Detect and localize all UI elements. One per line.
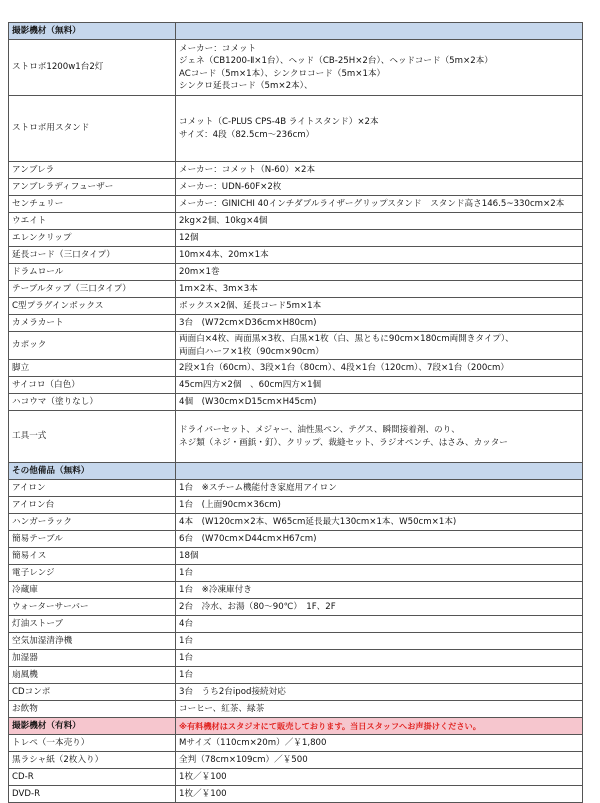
table-row	[9, 548, 583, 565]
section-header-row	[9, 718, 583, 735]
detail-line: 1台 ※冷凍庫付き	[179, 584, 252, 595]
item-name-cell: CD-R	[9, 769, 176, 786]
item-name-cell: アンブレラディフューザー	[9, 179, 176, 196]
item-name-cell: CDコンポ	[9, 684, 176, 701]
detail-line: 両面白ハーフ×1枚（90cm×90cm）	[179, 346, 324, 357]
detail-line: 4個 (W30cm×D15cm×H45cm)	[179, 396, 317, 407]
item-name-cell: 簡易イス	[9, 548, 176, 565]
equipment-table	[8, 22, 583, 803]
detail-line: 2kg×2個、10kg×4個	[179, 215, 268, 226]
item-name-cell: カポック	[9, 332, 176, 360]
table-row	[9, 264, 583, 281]
detail-line: 全判（78cm×109cm）／￥500	[179, 754, 308, 765]
equipment-table-body	[9, 23, 583, 803]
item-name-cell: 加湿器	[9, 650, 176, 667]
item-name-cell: ハンガーラック	[9, 514, 176, 531]
detail-line: 12個	[179, 232, 199, 243]
item-name-cell: 灯油ストーブ	[9, 616, 176, 633]
item-name-cell: トレペ（一本売り）	[9, 735, 176, 752]
item-name-cell: ドラムロール	[9, 264, 176, 281]
table-row	[9, 213, 583, 230]
table-row	[9, 394, 583, 411]
item-detail-cell	[176, 411, 583, 463]
detail-line: メーカー：UDN-60F×2枚	[179, 181, 282, 192]
section-note	[176, 23, 583, 40]
item-detail-cell	[176, 247, 583, 264]
detail-line: ジェネ（CB1200-Ⅱ×1台）、ヘッド（CB-25H×2台）、ヘッドコード（5m×2本）	[179, 56, 493, 66]
item-detail-cell	[176, 298, 583, 315]
item-detail-cell	[176, 179, 583, 196]
item-detail-cell	[176, 40, 583, 96]
item-name-cell: DVD-R	[9, 786, 176, 803]
item-detail-cell	[176, 684, 583, 701]
item-name-cell: 空気加湿清浄機	[9, 633, 176, 650]
item-name-cell: 工具一式	[9, 411, 176, 463]
detail-line: 6台 (W70cm×D44cm×H67cm)	[179, 533, 317, 544]
table-row	[9, 377, 583, 394]
item-name-cell: お飲物	[9, 701, 176, 718]
detail-line: 1m×2本、3m×3本	[179, 283, 258, 294]
item-detail-cell	[176, 213, 583, 230]
section-note	[176, 463, 583, 480]
item-name-cell: カメラカート	[9, 315, 176, 332]
item-name-cell: センチュリー	[9, 196, 176, 213]
item-name-cell: アンブレラ	[9, 162, 176, 179]
item-detail-cell	[176, 752, 583, 769]
item-detail-cell	[176, 650, 583, 667]
item-detail-cell	[176, 315, 583, 332]
item-detail-cell	[176, 582, 583, 599]
table-row	[9, 769, 583, 786]
detail-line: 1台	[179, 635, 194, 646]
detail-line: コメット（C-PLUS CPS-4B ライトスタンド）×2本	[179, 117, 379, 127]
detail-line: ボックス×2個、延長コード5m×1本	[179, 300, 322, 311]
item-name-cell: サイコロ（白色）	[9, 377, 176, 394]
item-detail-cell	[176, 96, 583, 162]
detail-line: 1台	[179, 652, 194, 663]
item-detail-cell	[176, 162, 583, 179]
item-detail-cell	[176, 616, 583, 633]
detail-line: ドライバーセット、メジャー、油性黒ペン、テグス、瞬間接着剤、のり、	[179, 425, 460, 435]
detail-line: 1台	[179, 567, 194, 578]
item-name-cell: ストロボ用スタンド	[9, 96, 176, 162]
detail-line: 18個	[179, 550, 199, 561]
table-row	[9, 179, 583, 196]
item-name-cell: テーブルタップ（三口タイプ）	[9, 281, 176, 298]
table-row	[9, 684, 583, 701]
detail-line: サイズ：4段（82.5cm～236cm）	[179, 129, 315, 140]
table-row	[9, 332, 583, 360]
detail-line: 10m×4本、20m×1本	[179, 249, 269, 260]
item-name-cell: 電子レンジ	[9, 565, 176, 582]
detail-line: ※有料機材はスタジオにて販売しております。当日スタッフへお声掛けください。	[179, 720, 481, 731]
item-detail-cell	[176, 769, 583, 786]
item-name-cell: アイロン	[9, 480, 176, 497]
table-row	[9, 514, 583, 531]
item-detail-cell	[176, 377, 583, 394]
detail-line: 4台	[179, 618, 194, 629]
table-row	[9, 411, 583, 463]
detail-line: メーカー：コメット（N-60）×2本	[179, 164, 316, 175]
item-detail-cell	[176, 264, 583, 281]
item-name-cell: ウォーターサーバー	[9, 599, 176, 616]
item-name-cell: 冷蔵庫	[9, 582, 176, 599]
detail-line: 2台 冷水、お湯（80～90℃） 1F、2F	[179, 601, 336, 612]
table-row	[9, 497, 583, 514]
item-detail-cell	[176, 599, 583, 616]
detail-line: 45cm四方×2個 、60cm四方×1個	[179, 379, 322, 390]
item-name-cell: 脚立	[9, 360, 176, 377]
item-detail-cell	[176, 531, 583, 548]
item-detail-cell	[176, 514, 583, 531]
table-row	[9, 735, 583, 752]
detail-line: 1台 (上面90cm×36cm)	[179, 499, 281, 510]
detail-line: ACコード（5m×1本）、シンクロコード（5m×1本）	[179, 68, 386, 79]
item-name-cell: 黒ラシャ紙（2枚入り）	[9, 752, 176, 769]
table-row	[9, 360, 583, 377]
detail-line: 1台	[179, 669, 194, 680]
item-detail-cell	[176, 196, 583, 213]
item-detail-cell	[176, 394, 583, 411]
table-row	[9, 616, 583, 633]
table-row	[9, 582, 583, 599]
item-name-cell: C型プラグインボックス	[9, 298, 176, 315]
detail-line: 1枚／￥100	[179, 788, 227, 799]
table-row	[9, 196, 583, 213]
table-row	[9, 599, 583, 616]
table-row	[9, 633, 583, 650]
section-title: 撮影機材（無料）	[9, 23, 176, 40]
table-row	[9, 40, 583, 96]
item-detail-cell	[176, 735, 583, 752]
detail-line: メーカー：GINICHI 40インチダブルライザーグリップスタンド スタンド高さ146.5~330cm×2本	[179, 198, 565, 209]
detail-line: 20m×1巻	[179, 266, 220, 277]
item-detail-cell	[176, 633, 583, 650]
section-header-row	[9, 23, 583, 40]
item-name-cell: エレンクリップ	[9, 230, 176, 247]
section-header-row	[9, 463, 583, 480]
item-detail-cell	[176, 360, 583, 377]
table-row	[9, 315, 583, 332]
table-row	[9, 298, 583, 315]
table-row	[9, 247, 583, 264]
item-detail-cell	[176, 548, 583, 565]
detail-line: シンクロ延長コード（5m×2本）、	[179, 81, 313, 91]
table-row	[9, 650, 583, 667]
table-row	[9, 230, 583, 247]
item-detail-cell	[176, 667, 583, 684]
table-row	[9, 480, 583, 497]
section-title: その他備品（無料）	[9, 463, 176, 480]
table-row	[9, 162, 583, 179]
detail-line: Mサイズ（110cm×20m）／￥1,800	[179, 737, 327, 748]
detail-line: 4本 (W120cm×2本、W65cm延長最大130cm×1本、W50cm×1本)	[179, 516, 457, 527]
item-name-cell: 延長コード（三口タイプ）	[9, 247, 176, 264]
table-row	[9, 701, 583, 718]
detail-line: 両面白×4枚、両面黒×3枚、白黒×1枚（白、黒ともに90cm×180cm両開きタイプ）、	[179, 334, 514, 344]
item-name-cell: ストロボ1200w1台2灯	[9, 40, 176, 96]
detail-line: メーカー：コメット	[179, 43, 257, 54]
item-name-cell: ハコウマ（塗りなし）	[9, 394, 176, 411]
table-row	[9, 667, 583, 684]
table-row	[9, 96, 583, 162]
detail-line: コーヒー、紅茶、緑茶	[179, 703, 265, 714]
detail-line: 3台 うち2台ipod接続対応	[179, 686, 286, 697]
item-detail-cell	[176, 281, 583, 298]
item-name-cell: ウエイト	[9, 213, 176, 230]
section-title: 撮影機材（有料）	[9, 718, 176, 735]
section-note	[176, 718, 583, 735]
detail-line: 1台 ※スチーム機能付き家庭用アイロン	[179, 482, 337, 493]
item-detail-cell	[176, 565, 583, 582]
item-detail-cell	[176, 497, 583, 514]
table-row	[9, 565, 583, 582]
item-name-cell: アイロン台	[9, 497, 176, 514]
table-row	[9, 531, 583, 548]
detail-line: 1枚／￥100	[179, 771, 227, 782]
table-row	[9, 281, 583, 298]
item-name-cell: 簡易テーブル	[9, 531, 176, 548]
item-detail-cell	[176, 701, 583, 718]
table-row	[9, 752, 583, 769]
detail-line: 3台 (W72cm×D36cm×H80cm)	[179, 317, 317, 328]
item-detail-cell	[176, 332, 583, 360]
item-name-cell: 扇風機	[9, 667, 176, 684]
item-detail-cell	[176, 480, 583, 497]
detail-line: 2段×1台（60cm）、3段×1台（80cm）、4段×1台（120cm）、7段×1台（200cm）	[179, 362, 509, 373]
item-detail-cell	[176, 230, 583, 247]
detail-line: ネジ類（ネジ・画鋲・釘）、クリップ、裁縫セット、ラジオペンチ、はさみ、カッター	[179, 437, 508, 448]
